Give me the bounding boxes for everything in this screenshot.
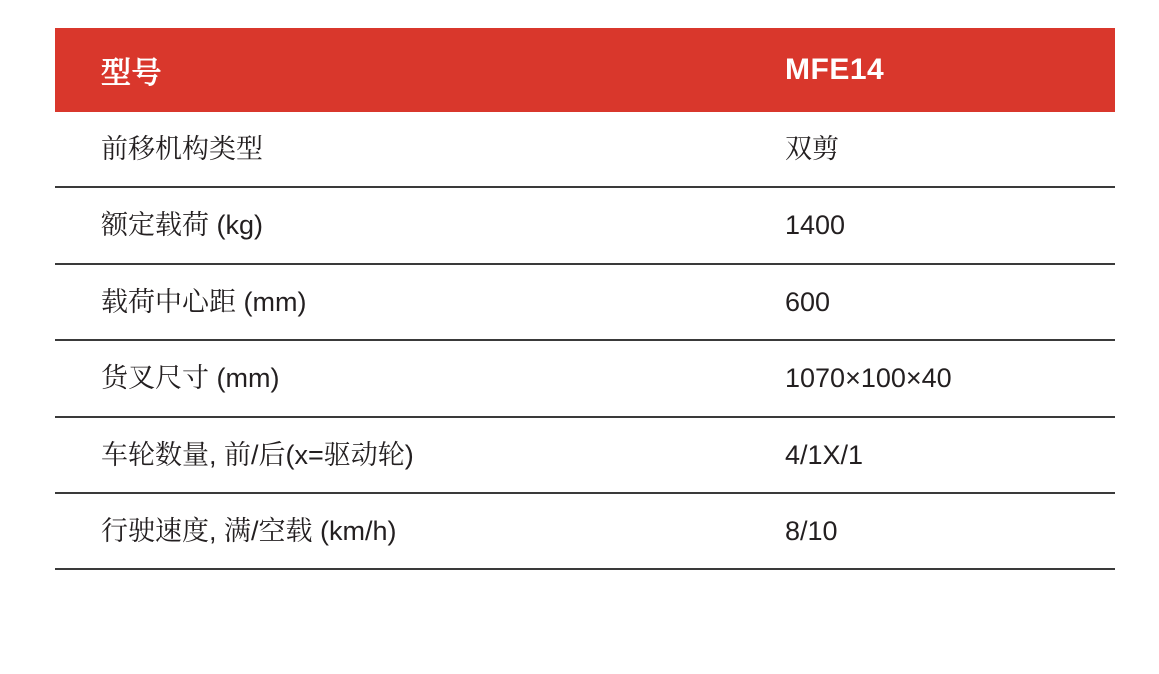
table-header-row [55,28,1115,112]
row-value: 双剪 [773,112,1115,187]
table-row [55,264,1115,340]
table-row [55,112,1115,187]
row-value: 1070×100×40 [773,340,1115,416]
table-row [55,187,1115,263]
row-label: 前移机构类型 [55,112,773,187]
specification-table [55,28,1115,570]
row-value: 600 [773,264,1115,340]
table-row [55,340,1115,416]
table-header [55,28,1115,112]
table-row [55,417,1115,493]
row-value: 8/10 [773,493,1115,569]
row-label: 货叉尺寸 (mm) [55,340,773,416]
row-value: 1400 [773,187,1115,263]
row-label: 额定载荷 (kg) [55,187,773,263]
table-body [55,112,1115,569]
table-row [55,493,1115,569]
header-label-model: 型号 [55,28,773,112]
header-value-model: MFE14 [773,28,1115,112]
row-label: 行驶速度, 满/空载 (km/h) [55,493,773,569]
row-label: 载荷中心距 (mm) [55,264,773,340]
row-value: 4/1X/1 [773,417,1115,493]
row-label: 车轮数量, 前/后(x=驱动轮) [55,417,773,493]
